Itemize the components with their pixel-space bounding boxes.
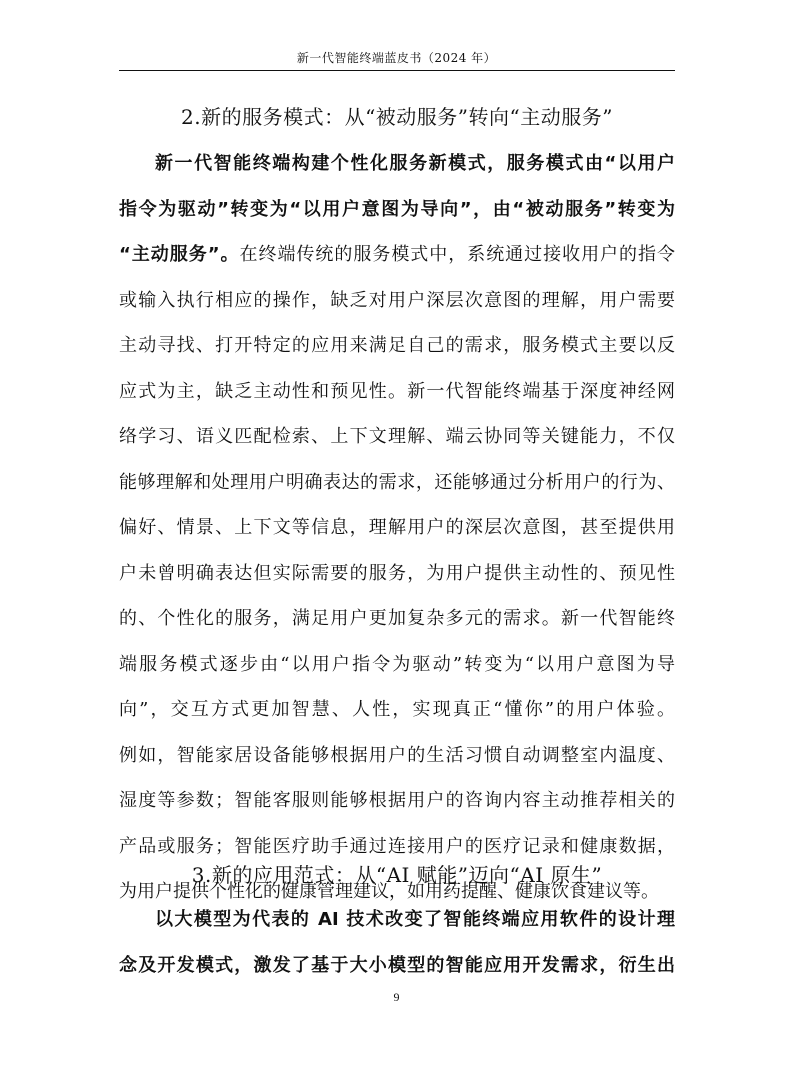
paragraph-line: 例如，智能家居设备能够根据用户的生活习惯自动调整室内温度、 [119, 744, 675, 766]
paragraph-line: 指令为驱动”转变为“以用户意图为导向”，由“被动服务”转变为 [119, 198, 675, 220]
running-header: 新一代智能终端蓝皮书（2024 年） [296, 51, 497, 65]
bold-phrase: “主动服务”。 [119, 244, 240, 265]
header-rule [119, 70, 675, 71]
paragraph-line: 户未曾明确表达但实际需要的服务，为用户提供主动性的、预见性 [119, 562, 675, 584]
paragraph-line: 新一代智能终端构建个性化服务新模式，服务模式由“以用户 [155, 153, 675, 174]
paragraph-line: 的、个性化的服务，满足用户更加复杂多元的需求。新一代智能终 [119, 608, 675, 629]
paragraph-line: 络学习、语义匹配检索、上下文理解、端云协同等关键能力，不仅 [119, 426, 675, 447]
paragraph-line [119, 232, 675, 278]
paragraph-line: 产品或服务；智能医疗助手通过连接用户的医疗记录和健康数据， [119, 835, 675, 857]
paragraph-line: 为用户提供个性化的健康管理建议，如用药提醒、健康饮食建议等。 [119, 881, 659, 902]
section-heading-2: 2.新的服务模式：从“被动服务”转向“主动服务” [181, 105, 613, 129]
paragraph-line: 或输入执行相应的操作，缺乏对用户深层次意图的理解，用户需要 [119, 289, 675, 311]
section-2-body [119, 141, 675, 915]
paragraph-line: 念及开发模式，激发了基于大小模型的智能应用开发需求，衍生出 [119, 954, 675, 976]
section-heading-3: 3.新的应用范式：从“AI 赋能”迈向“AI 原生” [191, 863, 603, 887]
page-number: 9 [393, 990, 400, 1004]
paragraph-line: 能够理解和处理用户明确表达的需求，还能够通过分析用户的行为、 [119, 471, 675, 493]
paragraph-line: 以大模型为代表的 AI 技术改变了智能终端应用软件的设计理 [155, 909, 675, 930]
paragraph-line: 向”，交互方式更加智慧、人性，实现真正“懂你”的用户体验。 [119, 699, 675, 720]
paragraph-line: 端服务模式逐步由“以用户指令为驱动”转变为“以用户意图为导 [119, 653, 675, 675]
paragraph-line: 偏好、情景、上下文等信息，理解用户的深层次意图，甚至提供用 [119, 517, 675, 538]
normal-phrase: 在终端传统的服务模式中，系统通过接收用户的指令 [239, 244, 675, 265]
paragraph-line: 湿度等参数；智能客服则能够根据用户的咨询内容主动推荐相关的 [119, 790, 675, 811]
paragraph-line: 应式为主，缺乏主动性和预见性。新一代智能终端基于深度神经网 [119, 380, 675, 402]
section-3-body [119, 897, 675, 988]
paragraph-line: 主动寻找、打开特定的应用来满足自己的需求，服务模式主要以反 [119, 335, 675, 356]
